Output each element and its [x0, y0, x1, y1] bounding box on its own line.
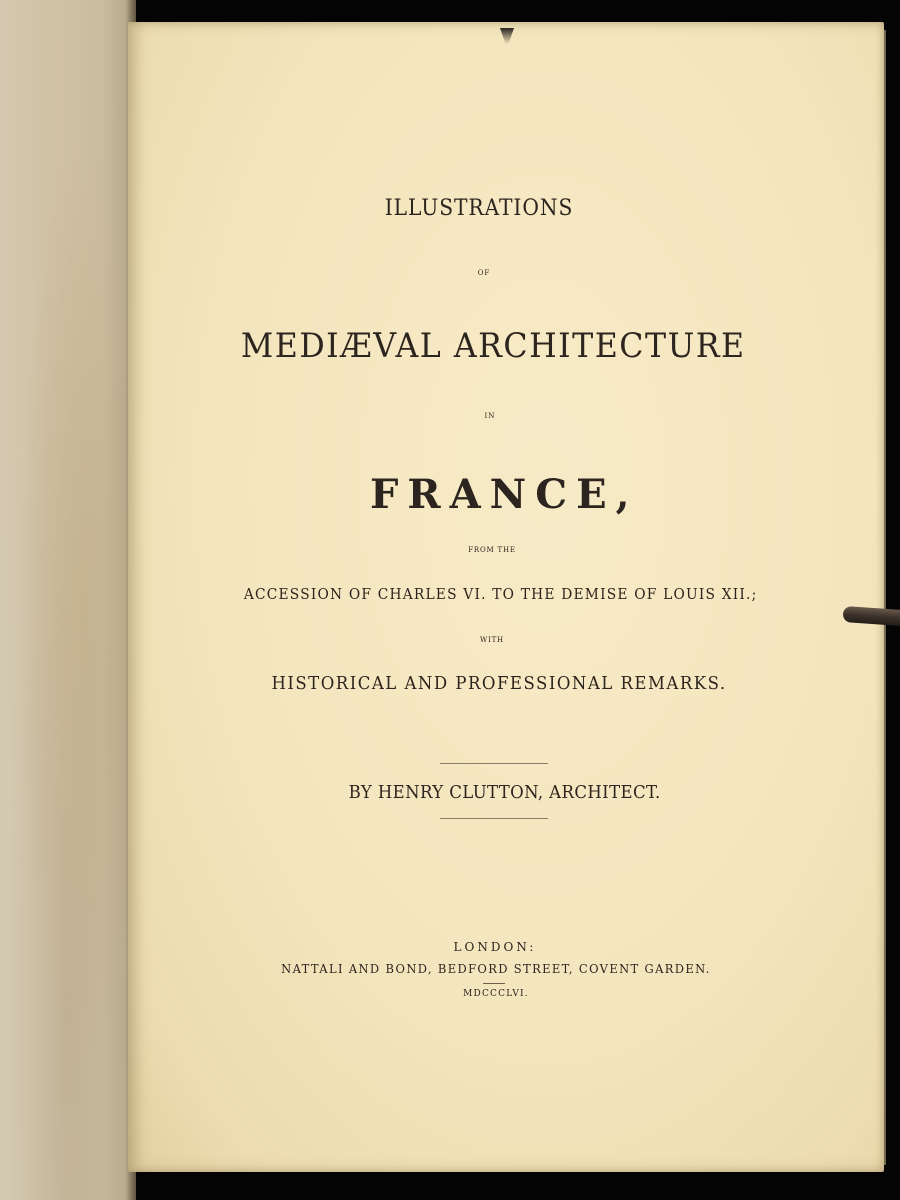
title-line-with: WITH — [480, 636, 504, 644]
imprint-publisher: NATTALI AND BOND, BEDFORD STREET, COVENT GARDEN. — [281, 962, 711, 976]
title-line-from-the: FROM THE — [468, 546, 516, 554]
title-line-accession: ACCESSION OF CHARLES VI. TO THE DEMISE OF LOUIS XII.; — [243, 585, 758, 603]
cover-board — [0, 0, 136, 1200]
author-line: BY HENRY CLUTTON, ARCHITECT. — [348, 782, 661, 803]
imprint-year: MDCCCLVI. — [463, 989, 529, 999]
title-line-of: OF — [477, 269, 491, 277]
title-line-mediaeval-architecture: MEDIÆVAL ARCHITECTURE — [240, 326, 746, 366]
divider-rule-top — [440, 763, 548, 764]
title-line-france: FRANCE, — [370, 471, 639, 518]
divider-rule-bottom — [440, 818, 548, 819]
imprint-city: LONDON: — [453, 940, 537, 954]
title-line-in: IN — [484, 412, 496, 420]
title-line-illustrations: ILLUSTRATIONS — [384, 196, 574, 221]
divider-rule-short — [483, 983, 505, 984]
title-line-historical-remarks: HISTORICAL AND PROFESSIONAL REMARKS. — [271, 673, 727, 694]
